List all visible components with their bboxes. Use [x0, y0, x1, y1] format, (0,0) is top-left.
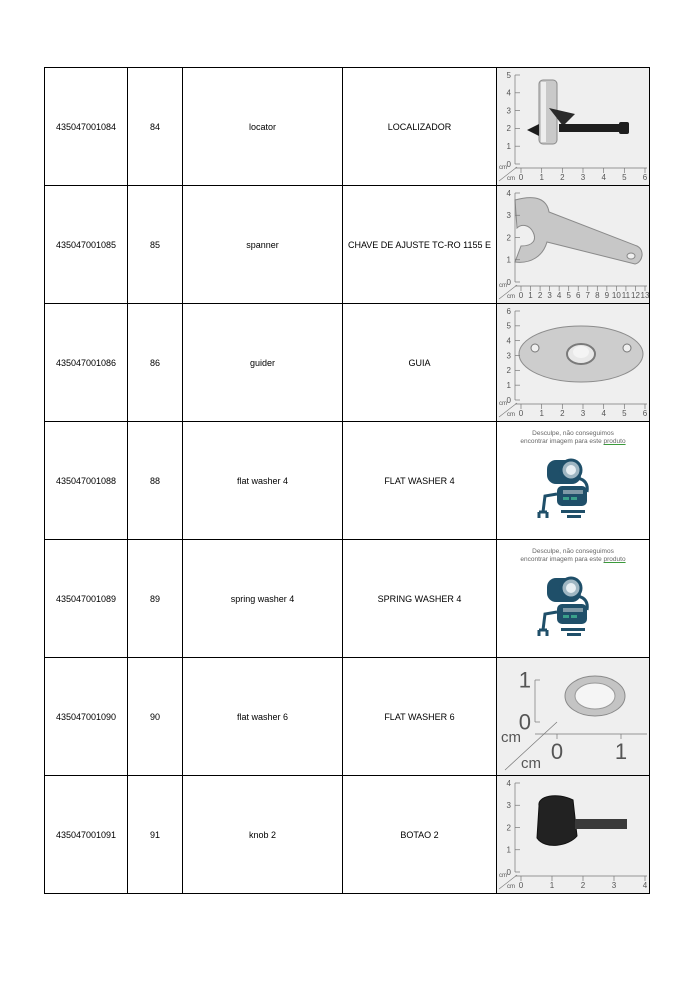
part-image-cell [497, 776, 650, 894]
ruler-y-label: 1 [506, 255, 511, 265]
ruler-x-label: 6 [642, 409, 648, 419]
part-photo [497, 304, 649, 421]
ruler-x-label: 9 [604, 291, 610, 301]
ruler-unit-label: cm [521, 755, 541, 772]
description-pt-cell: FLAT WASHER 6 [343, 658, 497, 776]
ruler-y-label: 3 [506, 351, 511, 361]
item-number-cell: 86 [128, 304, 183, 422]
ruler-x-label: 5 [566, 291, 571, 301]
part-image-cell [497, 422, 650, 540]
ruler-x-label: 2 [560, 173, 565, 183]
description-pt-cell: LOCALIZADOR [343, 68, 497, 186]
part-code-cell: 435047001086 [45, 304, 128, 422]
ruler-y-label: 4 [506, 778, 511, 788]
item-number-cell: 91 [128, 776, 183, 894]
ruler-x-label: 4 [642, 881, 648, 891]
part-image-cell [497, 658, 650, 776]
description-pt-cell: CHAVE DE AJUSTE TC-RO 1155 E [343, 186, 497, 304]
no-image-message-line [497, 556, 649, 564]
table-row [45, 658, 650, 776]
item-number-cell: 90 [128, 658, 183, 776]
ruler-x-label: 10 [611, 291, 621, 301]
ruler-y-label: 1 [506, 845, 511, 855]
description-en-cell: locator [183, 68, 343, 186]
ruler-x-label: 0 [550, 738, 564, 764]
ruler-y-label: 1 [518, 667, 531, 693]
ruler-x-label: 2 [537, 291, 543, 301]
ruler-y-label: 2 [506, 366, 511, 376]
no-image-message-text: produto [603, 556, 626, 563]
ruler-x-label: 1 [549, 881, 555, 891]
part-code-cell: 435047001090 [45, 658, 128, 776]
ruler-unit-label: cm [499, 165, 507, 171]
part-code-cell: 435047001089 [45, 540, 128, 658]
part-image-cell [497, 540, 650, 658]
part-photo [497, 68, 649, 185]
washer-part-image [565, 676, 625, 716]
ruler-unit-label: cm [499, 283, 507, 289]
no-image-message-text: produto [603, 438, 626, 445]
ruler-y-label: 5 [506, 70, 511, 80]
no-image-placeholder [497, 540, 649, 657]
spanner-part-image [515, 198, 642, 264]
no-image-message-text: encontrar imagem para este [520, 438, 604, 445]
part-code-cell: 435047001085 [45, 186, 128, 304]
part-photo [497, 658, 649, 775]
part-image-cell [497, 304, 650, 422]
description-en-cell: flat washer 4 [183, 422, 343, 540]
ruler-y-label: 0 [506, 159, 511, 169]
part-code-cell: 435047001088 [45, 422, 128, 540]
description-pt-cell: FLAT WASHER 4 [343, 422, 497, 540]
ruler-x-label: 1 [614, 738, 628, 764]
part-photo-canvas [497, 658, 649, 775]
description-pt-cell: SPRING WASHER 4 [343, 540, 497, 658]
description-en-cell: guider [183, 304, 343, 422]
item-number-cell: 85 [128, 186, 183, 304]
ruler-unit-label: cm [507, 294, 515, 300]
ruler-y-label: 1 [506, 142, 511, 151]
description-en-cell: flat washer 6 [183, 658, 343, 776]
ruler-y-label: 4 [506, 188, 511, 198]
part-code-cell: 435047001084 [45, 68, 128, 186]
parts-table-body [45, 68, 650, 894]
ruler-x-label: 13 [640, 291, 649, 301]
item-number-cell: 84 [128, 68, 183, 186]
ruler-y-label: 3 [506, 211, 511, 221]
no-image-message [497, 430, 649, 446]
table-row [45, 68, 650, 186]
table-row [45, 776, 650, 894]
no-image-placeholder [497, 422, 649, 539]
ruler-x-label: 6 [576, 291, 581, 301]
ruler-unit-label: cm [507, 412, 515, 418]
ruler-y-label: 2 [506, 124, 511, 134]
ruler-y-label: 0 [518, 709, 531, 735]
ruler-y-label: 0 [506, 867, 511, 877]
table-row [45, 304, 650, 422]
ruler-y-label: 4 [506, 88, 511, 98]
ruler-x-label: 4 [601, 173, 606, 183]
parts-table [44, 67, 650, 894]
part-photo-canvas [497, 304, 649, 421]
ruler-unit-label: cm [501, 729, 521, 746]
ruler-y-label: 0 [506, 277, 511, 287]
item-number-cell: 88 [128, 422, 183, 540]
ruler-x-label: 8 [595, 291, 600, 301]
ruler-x-label: 3 [547, 291, 552, 301]
ruler-x-label: 5 [622, 173, 627, 183]
ruler-x-label: 1 [539, 409, 544, 419]
ruler-unit-label: cm [499, 873, 507, 879]
ruler-x-label: 1 [539, 173, 544, 183]
ruler-x-label: 3 [580, 173, 586, 183]
ruler-x-label: 3 [580, 409, 586, 419]
ruler-x-label: 2 [560, 409, 565, 419]
part-image-cell [497, 186, 650, 304]
no-image-message [497, 548, 649, 564]
no-image-message-line [497, 438, 649, 446]
ruler-x-label: 5 [622, 409, 627, 419]
ruler-y-label: 2 [506, 823, 511, 833]
ruler-x-label: 1 [528, 291, 533, 301]
ruler-x-label: 12 [631, 291, 640, 301]
part-photo [497, 776, 649, 893]
ruler-x-label: 0 [518, 409, 524, 419]
ruler-y-label: 3 [506, 801, 511, 811]
ruler-y-label: 5 [506, 321, 511, 331]
part-photo-canvas [497, 68, 649, 185]
ruler-y-label: 4 [506, 336, 511, 346]
ruler-unit-label: cm [507, 884, 515, 890]
description-en-cell: spanner [183, 186, 343, 304]
ruler-unit-label: cm [507, 176, 515, 182]
no-image-message-text: encontrar imagem para este [520, 556, 604, 563]
description-en-cell: knob 2 [183, 776, 343, 894]
ruler-y-label: 3 [506, 106, 511, 116]
ruler-x-label: 4 [601, 409, 606, 419]
ruler-y-label: 1 [506, 380, 511, 390]
ruler-x-label: 6 [642, 173, 648, 183]
ruler-x-label: 0 [518, 291, 524, 301]
table-row [45, 422, 650, 540]
ruler-unit-label: cm [499, 401, 507, 407]
description-pt-cell: GUIA [343, 304, 497, 422]
ruler-x-label: 3 [611, 881, 617, 891]
ruler-x-label: 7 [585, 291, 590, 301]
ruler-x-label: 0 [518, 173, 524, 183]
ruler-y-label: 6 [506, 306, 511, 316]
ruler-x-label: 0 [518, 881, 524, 891]
ruler-y-label: 2 [506, 233, 511, 243]
part-image-cell [497, 68, 650, 186]
locator-part-image [527, 80, 629, 144]
guider-part-image [519, 326, 643, 382]
ruler-y-label: 0 [506, 395, 511, 405]
no-image-message-line: Desculpe, não conseguimos [532, 430, 614, 437]
table-row [45, 540, 650, 658]
description-pt-cell: BOTAO 2 [343, 776, 497, 894]
ruler-x-label: 2 [580, 881, 586, 891]
no-image-message-line: Desculpe, não conseguimos [532, 548, 614, 555]
ruler-x-label: 11 [621, 291, 631, 301]
part-photo-canvas [497, 776, 649, 893]
part-photo-canvas [497, 186, 649, 303]
description-en-cell: spring washer 4 [183, 540, 343, 658]
item-number-cell: 89 [128, 540, 183, 658]
part-photo [497, 186, 649, 303]
ruler-x-label: 4 [556, 291, 562, 301]
table-row [45, 186, 650, 304]
part-code-cell: 435047001091 [45, 776, 128, 894]
knob-part-image [537, 796, 627, 846]
